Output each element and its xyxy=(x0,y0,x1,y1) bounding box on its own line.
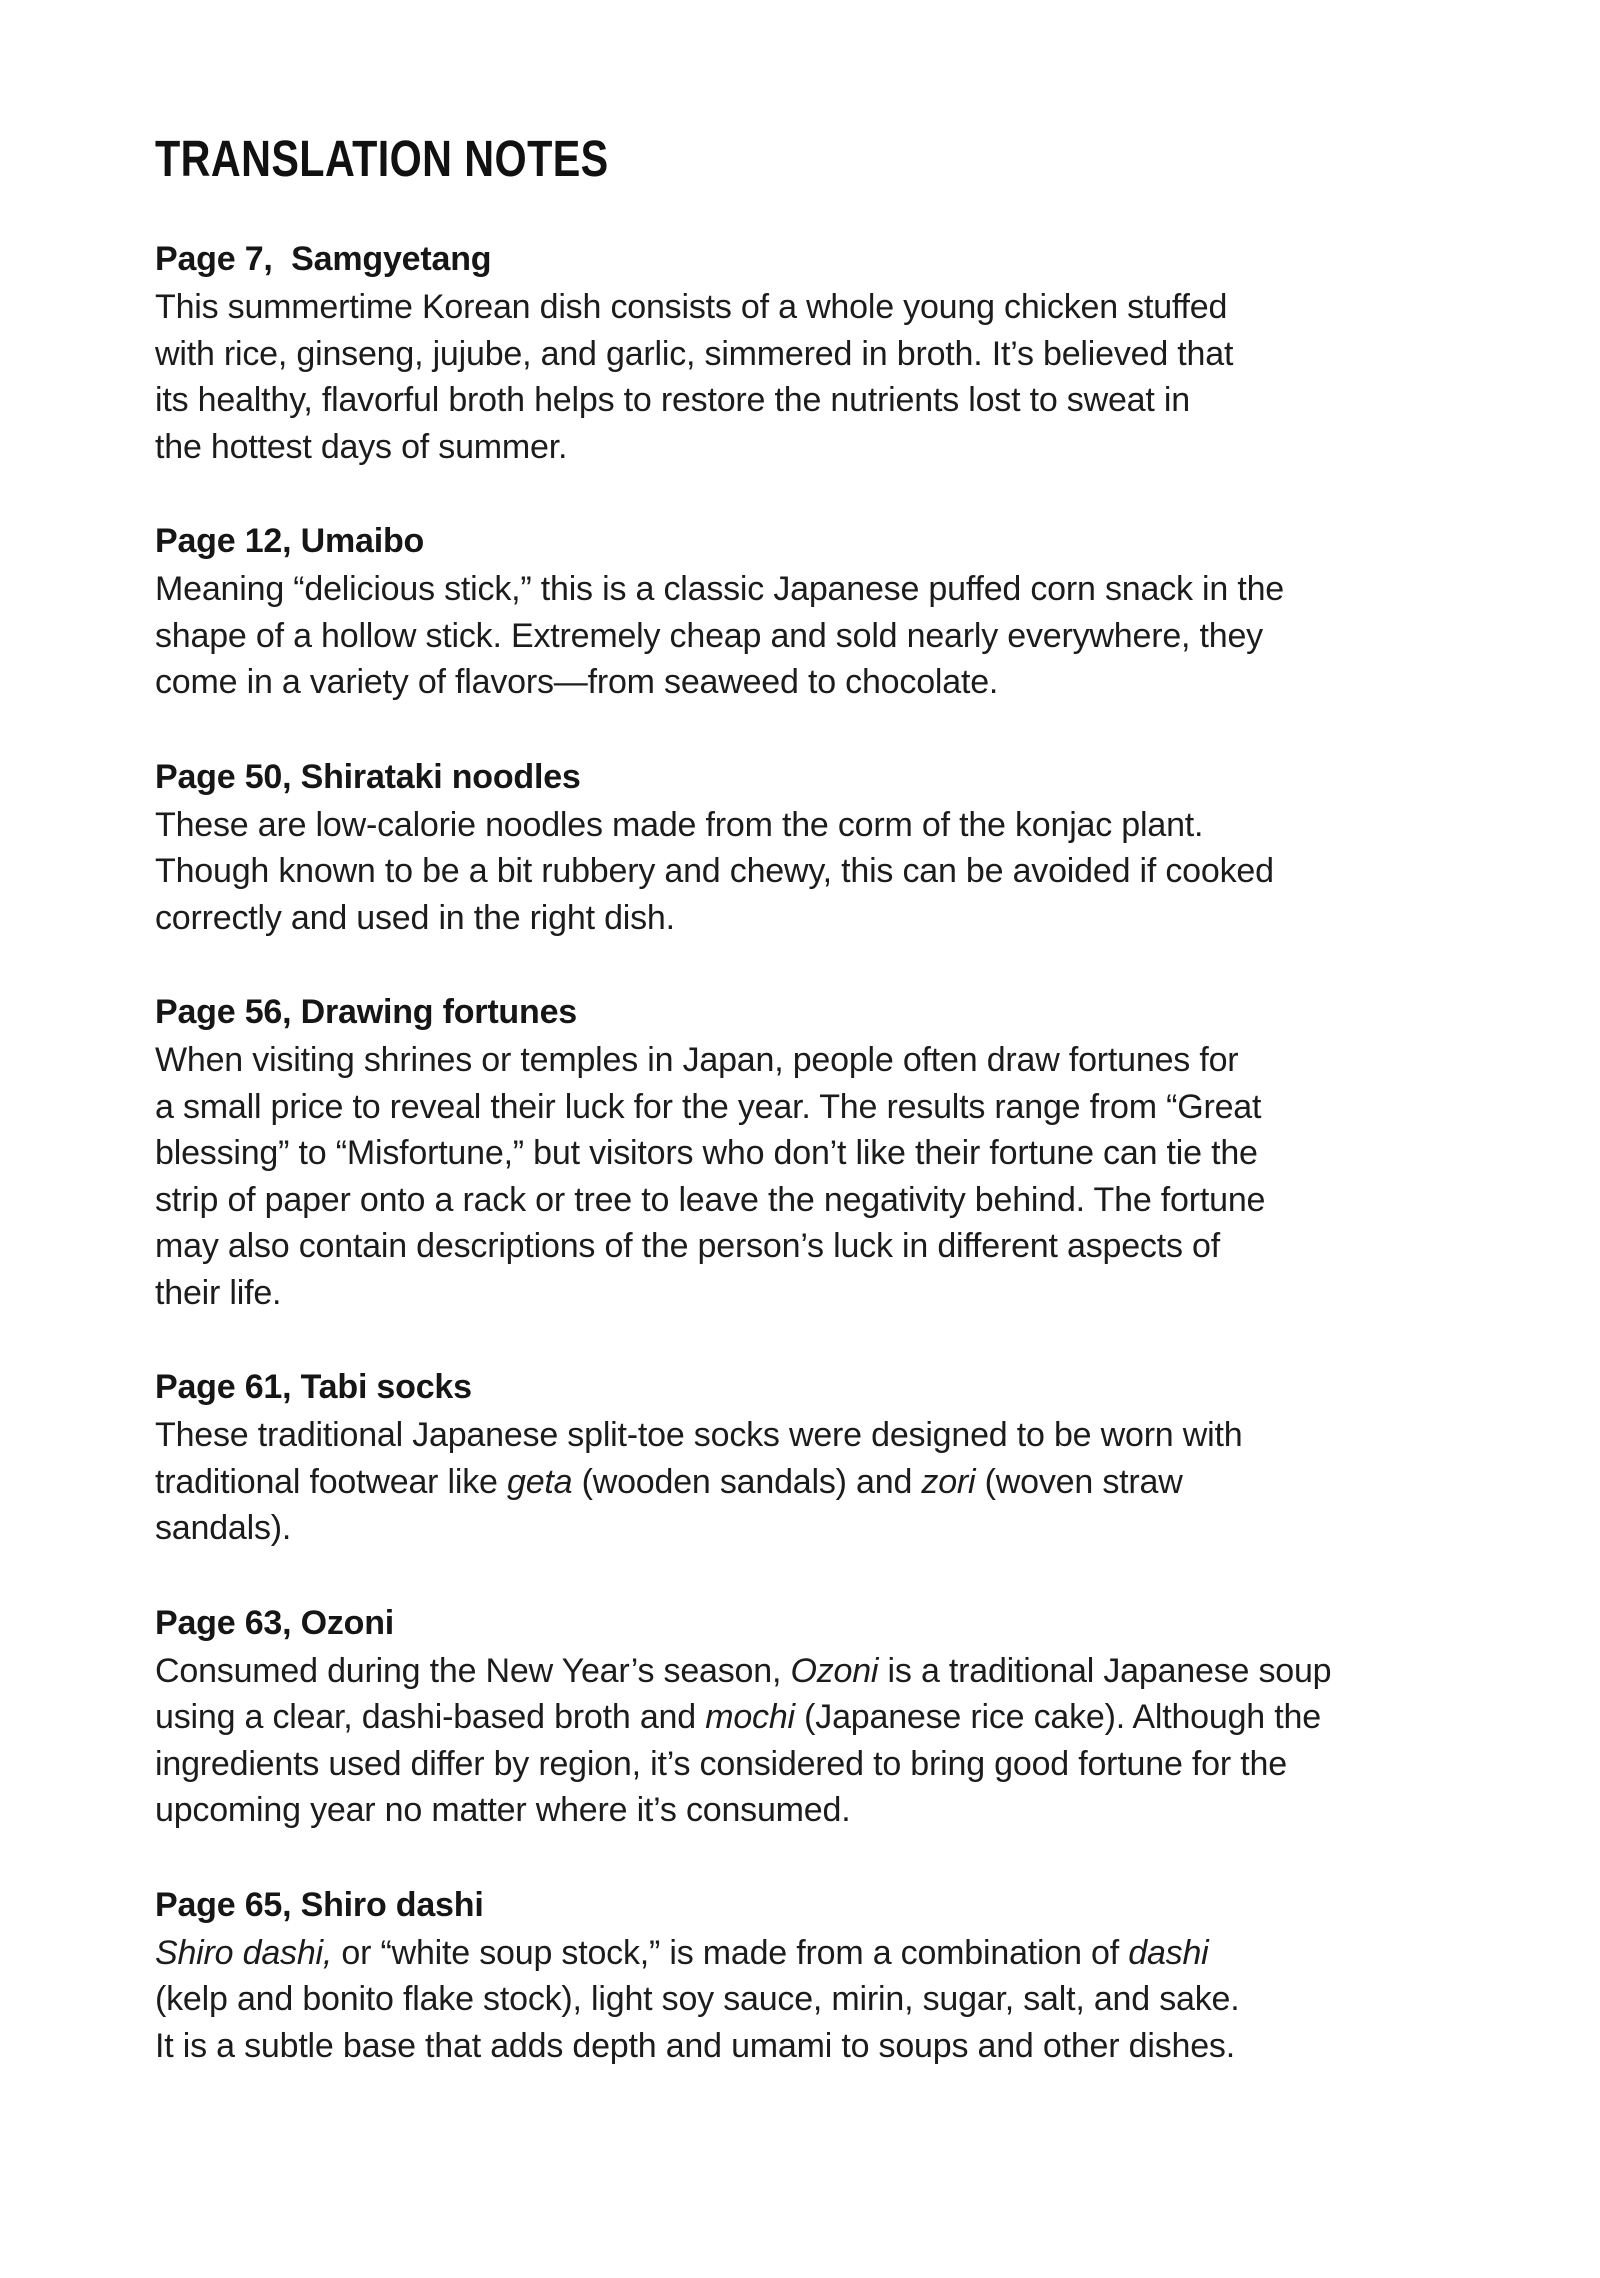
page-title: TRANSLATION NOTES xyxy=(155,130,609,187)
note-body: Shiro dashi, or “white soup stock,” is made from a combination of dashi (kelp and bonito flake stock), light soy sauce, mirin, sugar, salt, and sake. It is a subtle base that adds depth and umami to soups and other dishes. xyxy=(155,1933,1240,2065)
note-body: These traditional Japanese split-toe socks were designed to be worn with traditional footwear like geta (wooden sandals) and zori (woven straw sandals). xyxy=(155,1416,1243,1547)
note-section xyxy=(155,755,1505,942)
note-section xyxy=(155,237,1505,470)
note-body: This summertime Korean dish consists of a whole young chicken stuffed with rice, ginseng, jujube, and garlic, simmered in broth. It’s believed that its healthy, flavorful broth helps to restore the nutrients lost to sweat in the hottest days of summer. xyxy=(155,288,1234,466)
note-section xyxy=(155,990,1505,1316)
note-section xyxy=(155,1365,1505,1552)
note-heading: Page 63, Ozoni xyxy=(155,1603,395,1642)
note-section xyxy=(155,1601,1505,1834)
note-body: Meaning “delicious stick,” this is a classic Japanese puffed corn snack in the shape of a hollow stick. Extremely cheap and sold nearly everywhere, they come in a variety of flavors—from seaweed to chocolate. xyxy=(155,570,1285,701)
note-body: When visiting shrines or temples in Japan, people often draw fortunes for a small price to reveal their luck for the year. The results range from “Great blessing” to “Misfortune,” but visitors who don’t like their fortune can tie the strip of paper onto a rack or tree to leave the negativity behind. The fortune may also contain descriptions of the person’s luck in different aspects of their life. xyxy=(155,1041,1266,1312)
note-heading: Page 56, Drawing fortunes xyxy=(155,993,577,1031)
translation-notes xyxy=(155,130,1505,2118)
note-section xyxy=(155,519,1505,706)
note-body: Consumed during the New Year’s season, Ozoni is a traditional Japanese soup using a clear, dashi-based broth and mochi (Japanese rice cake). Although the ingredients used differ by region, it’s considered to bring good fortune for the upcoming year no matter where it’s consumed. xyxy=(155,1651,1332,1829)
note-heading: Page 61, Tabi socks xyxy=(155,1368,472,1406)
note-heading: Page 7, Samgyetang xyxy=(155,240,492,278)
note-body: These are low-calorie noodles made from the corm of the konjac plant. Though known to be a bit rubbery and chewy, this can be avoided if cooked correctly and used in the right dish. xyxy=(155,805,1274,937)
notes-list xyxy=(155,237,1505,2069)
note-heading: Page 12, Umaibo xyxy=(155,522,425,560)
note-heading: Page 65, Shiro dashi xyxy=(155,1885,484,1924)
note-section xyxy=(155,1883,1505,2070)
note-heading: Page 50, Shirataki noodles xyxy=(155,757,581,796)
